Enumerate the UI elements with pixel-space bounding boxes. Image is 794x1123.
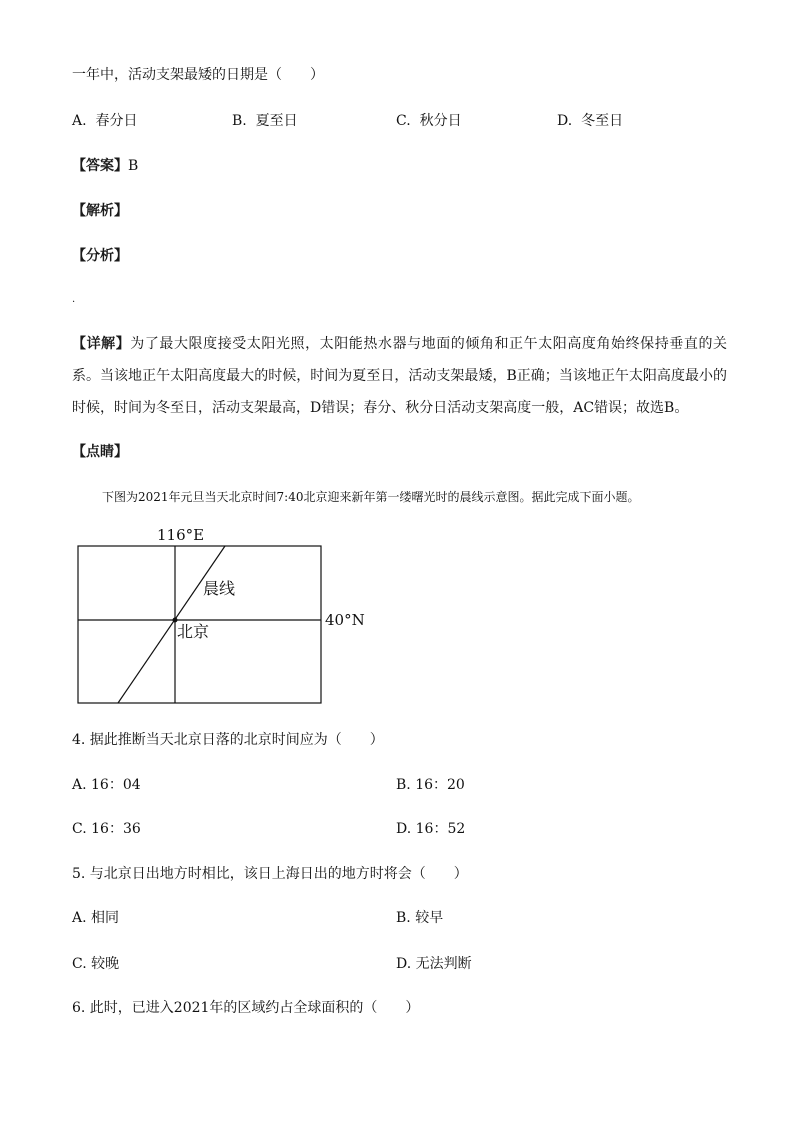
city-label: 北京: [177, 622, 210, 641]
option-text: 16：36: [91, 821, 141, 837]
q5-option-c: [72, 955, 119, 973]
option-text: 无法判断: [415, 956, 472, 972]
q3-option-b: [232, 112, 298, 130]
option-text: 秋分日: [419, 113, 462, 129]
group-intro: 下图为2021年元旦当天北京时间7:40北京迎来新年第一缕曙光时的晨线示意图。据此完成下面小题。: [102, 490, 640, 504]
option-text: 春分日: [95, 113, 138, 129]
option-label: D.: [557, 113, 573, 129]
q5-option-b: [396, 909, 443, 927]
dot-mark: .: [72, 294, 76, 305]
option-label: B.: [396, 777, 411, 793]
option-label: A.: [72, 113, 87, 129]
q3-option-a: [72, 112, 137, 130]
option-label: C.: [396, 113, 411, 129]
option-label: B.: [396, 910, 411, 926]
q4-option-d: [396, 820, 465, 838]
q4-option-a: [72, 776, 141, 794]
q5-stem: 5. 与北京日出地方时相比，该日上海日出的地方时将会（ ）: [72, 866, 468, 882]
dianjing-tag: 【点睛】: [72, 444, 128, 460]
option-text: 16：52: [415, 821, 466, 837]
option-text: 16：04: [91, 777, 141, 793]
latitude-label: 40°N: [325, 611, 365, 629]
q5-option-a: [72, 909, 119, 927]
option-text: 夏至日: [255, 113, 298, 129]
option-text: 较早: [415, 910, 444, 926]
analysis-tag: 【解析】: [72, 203, 128, 219]
q3-option-d: [557, 112, 623, 130]
option-label: C.: [72, 956, 87, 972]
q3-stem: 一年中，活动支架最矮的日期是（ ）: [72, 67, 324, 83]
q4-option-c: [72, 820, 141, 838]
option-label: D.: [396, 821, 412, 837]
option-label: C.: [72, 821, 87, 837]
option-label: A.: [72, 777, 87, 793]
option-label: B.: [232, 113, 247, 129]
option-text: 较晚: [91, 956, 120, 972]
q3-option-c: [396, 112, 462, 130]
longitude-label: 116°E: [157, 526, 205, 544]
answer-tag: 【答案】: [72, 158, 128, 174]
detail-tag: 【详解】: [72, 336, 131, 352]
q4-stem: 4. 据此推断当天北京日落的北京时间应为（ ）: [72, 732, 384, 748]
q5-option-d: [396, 955, 472, 973]
answer-line: [72, 157, 138, 175]
detail-paragraph: [72, 328, 727, 424]
fenxi-tag: 【分析】: [72, 248, 128, 264]
option-text: 16：20: [415, 777, 465, 793]
terminator-label: 晨线: [203, 579, 236, 598]
terminator-diagram: [0, 520, 794, 750]
answer-value: B: [128, 158, 139, 174]
option-text: 冬至日: [581, 113, 624, 129]
option-label: A.: [72, 910, 87, 926]
q4-option-b: [396, 776, 465, 794]
q6-stem: 6. 此时，已进入2021年的区域约占全球面积的（ ）: [72, 1000, 420, 1016]
option-label: D.: [396, 956, 412, 972]
option-text: 相同: [91, 910, 120, 926]
detail-text: 为了最大限度接受太阳光照，太阳能热水器与地面的倾角和正午太阳高度角始终保持垂直的关系。当该地正午太阳高度最大的时候，时间为夏至日，活动支架最矮，B正确；当该地正午太阳高度最小的时候，时间为冬至日，活动支架最高，D错误；春分、秋分日活动支架高度一般，AC错误；故选B。: [72, 336, 728, 416]
